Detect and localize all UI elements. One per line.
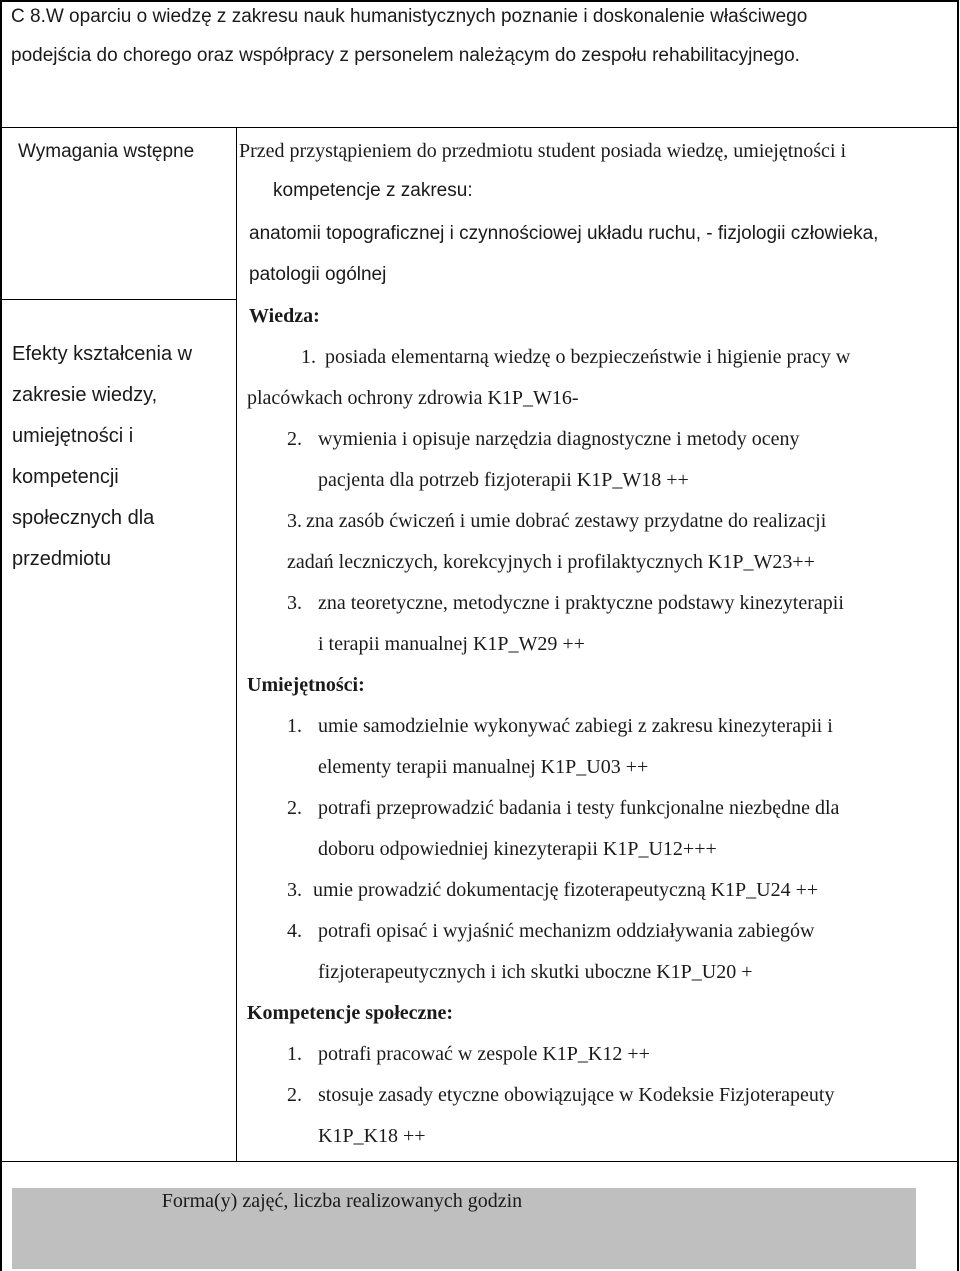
requirements-label: Wymagania wstępne <box>18 141 195 162</box>
column-divider <box>236 127 237 1161</box>
requirements-line3: anatomii topograficznej i czynnościowej układu ruchu, - fizjologii człowieka, <box>249 223 879 244</box>
list-item-text: umie samodzielnie wykonywać zabiegi z zakresu kinezyterapii i <box>318 715 833 737</box>
table-border-right <box>957 0 959 1271</box>
outcomes-label-line: przedmiotu <box>12 548 111 570</box>
list-number: 3. <box>287 592 302 614</box>
outcomes-label-line: Efekty kształcenia w <box>12 343 193 365</box>
section-heading-line2: podejścia do chorego oraz współpracy z personelem należącym do zespołu rehabilitacyjnego. <box>11 45 800 66</box>
list-item-text: potrafi przeprowadzić badania i testy funkcjonalne niezbędne dla <box>318 797 840 819</box>
row-divider-section <box>0 127 959 128</box>
list-item-text-continued: i terapii manualnej K1P_W29 ++ <box>318 633 585 655</box>
social-heading: Kompetencje społeczne: <box>247 1002 454 1024</box>
list-number: 2. <box>287 797 302 819</box>
list-number: 4. <box>287 920 302 942</box>
list-item-text: zna teoretyczne, metodyczne i praktyczne podstawy kinezyterapii <box>318 592 844 614</box>
table-border-top <box>0 0 959 2</box>
list-item-text-continued: fizjoterapeutycznych i ich skutki uboczne K1P_U20 + <box>318 961 753 983</box>
outcomes-label-line: społecznych dla <box>12 507 155 529</box>
list-number: 1. <box>301 346 316 368</box>
outcomes-label-line: umiejętności i <box>12 425 134 447</box>
list-item-text: potrafi pracować w zespole K1P_K12 ++ <box>318 1043 650 1065</box>
skills-heading: Umiejętności: <box>247 674 365 696</box>
requirements-line2: kompetencje z zakresu: <box>273 180 473 201</box>
list-item-text: wymienia i opisuje narzędzia diagnostyczne i metody oceny <box>318 428 800 450</box>
list-item-text: umie prowadzić dokumentację fizoterapeutyczną K1P_U24 ++ <box>313 879 819 901</box>
list-item-text: posiada elementarną wiedzę o bezpieczeństwie i higienie pracy w <box>325 346 851 368</box>
section-heading-line1: C 8.W oparciu o wiedzę z zakresu nauk humanistycznych poznanie i doskonalenie właściwego <box>11 6 808 27</box>
list-item-text-continued: zadań leczniczych, korekcyjnych i profilaktycznych K1P_W23++ <box>287 551 815 573</box>
table-border-left <box>0 0 2 1271</box>
list-number: 1. <box>287 715 302 737</box>
list-item-text-continued: elementy terapii manualnej K1P_U03 ++ <box>318 756 649 778</box>
row-divider-footer <box>0 1161 959 1162</box>
requirements-line1: Przed przystąpieniem do przedmiotu student posiada wiedzę, umiejętności i <box>239 140 847 162</box>
knowledge-heading: Wiedza: <box>249 305 320 327</box>
list-item-text: zna zasób ćwiczeń i umie dobrać zestawy przydatne do realizacji <box>306 510 827 532</box>
list-number: 2. <box>287 1084 302 1106</box>
footer-header-label: Forma(y) zajęć, liczba realizowanych godzin <box>161 1190 523 1212</box>
requirements-line4: patologii ogólnej <box>249 264 387 285</box>
list-item-text-continued: placówkach ochrony zdrowia K1P_W16- <box>247 387 579 409</box>
list-number: 3. <box>287 510 302 532</box>
list-item-text: stosuje zasady etyczne obowiązujące w Kodeksie Fizjoterapeuty <box>318 1084 835 1106</box>
list-item-text: potrafi opisać i wyjaśnić mechanizm oddziaływania zabiegów <box>318 920 815 942</box>
list-item-text-continued: pacjenta dla potrzeb fizjoterapii K1P_W18 ++ <box>318 469 689 491</box>
outcomes-label-line: kompetencji <box>12 466 119 488</box>
list-number: 3. <box>287 879 302 901</box>
outcomes-label-line: zakresie wiedzy, <box>12 384 158 406</box>
list-item-text-continued: K1P_K18 ++ <box>318 1125 426 1147</box>
list-number: 2. <box>287 428 302 450</box>
row-divider-requirements <box>0 299 237 300</box>
list-item-text-continued: doboru odpowiedniej kinezyterapii K1P_U12+++ <box>318 838 717 860</box>
list-number: 1. <box>287 1043 302 1065</box>
